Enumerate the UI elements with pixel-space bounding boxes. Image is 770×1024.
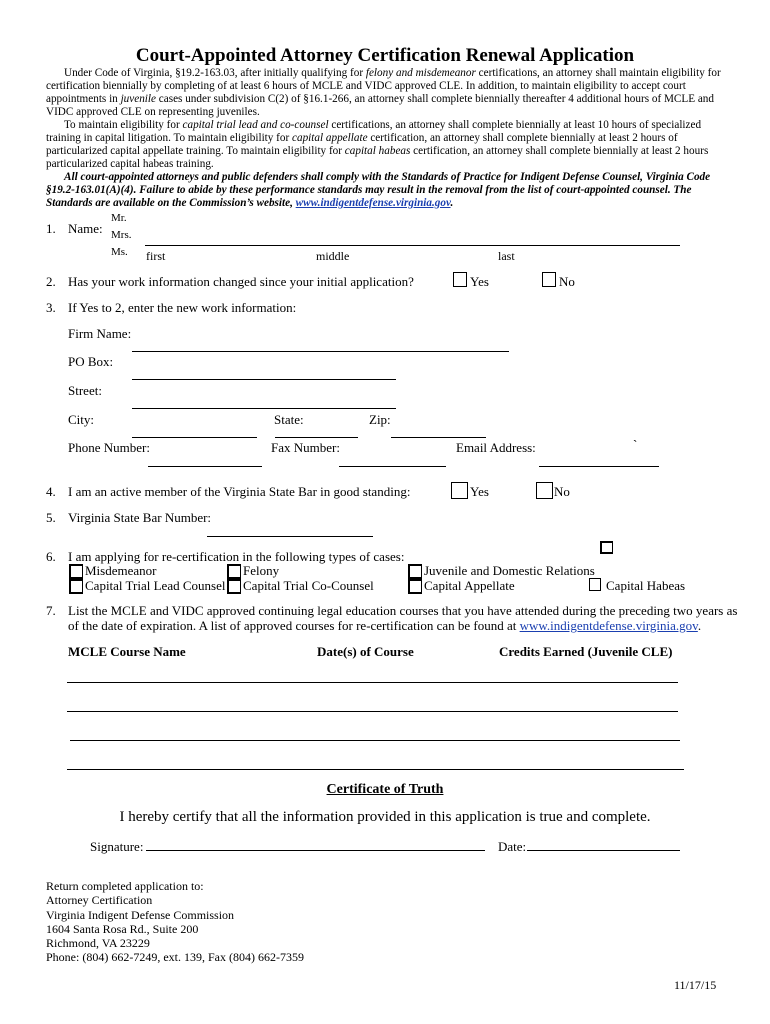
course-entry-line[interactable]: [67, 769, 684, 770]
capital-lead-label: Capital Trial Lead Counsel: [85, 578, 226, 593]
col-course-name: MCLE Course Name: [68, 644, 186, 659]
course-entry-line[interactable]: [67, 711, 678, 712]
q1-label: Name:: [68, 221, 103, 236]
page-title: Court-Appointed Attorney Certification Renewal Application: [135, 45, 635, 66]
po-box-input-line[interactable]: [132, 379, 396, 380]
course-entry-line[interactable]: [67, 682, 678, 683]
intro-paragraph-3: All court-appointed attorneys and public defenders shall comply with the Standards of Practice for Indigent Defense Counsel, Virginia Code §19.2-163.01(A)(4). Failure to abide by these performance standards may result in the removal from the list of court-appointed counsel. The Standards are available on the Commission’s website, www.indigentdefense.virginia.gov.: [46, 171, 711, 209]
signature-label: Signature:: [90, 839, 144, 854]
zip-label: Zip:: [369, 412, 391, 427]
q4-label: I am an active member of the Virginia State Bar in good standing:: [68, 484, 411, 499]
state-label: State:: [274, 412, 304, 427]
street-input-line[interactable]: [132, 408, 396, 409]
capital-co-counsel-label: Capital Trial Co-Counsel: [243, 578, 374, 593]
name-last-caption: last: [498, 249, 515, 263]
state-input-line[interactable]: [275, 437, 358, 438]
q4-yes-checkbox[interactable]: [451, 482, 468, 499]
capital-co-counsel-checkbox[interactable]: [227, 579, 241, 594]
q4-no-checkbox[interactable]: [536, 482, 553, 499]
street-label: Street:: [68, 383, 102, 398]
q2-no-label: No: [559, 274, 575, 289]
name-middle-caption: middle: [316, 249, 350, 263]
q5-label: Virginia State Bar Number:: [68, 510, 212, 525]
firm-name-label: Firm Name:: [68, 326, 132, 341]
phone-label: Phone Number:: [68, 440, 150, 455]
honorific-ms: Ms.: [111, 246, 128, 258]
signature-input-line[interactable]: [146, 850, 485, 851]
q7-line-1: List the MCLE and VIDC approved continuing legal education courses that you have attended during the preceding two years as: [68, 603, 738, 618]
honorific-mrs: Mrs.: [111, 229, 132, 241]
capital-appellate-label: Capital Appellate: [424, 578, 515, 593]
q4-number: 4.: [46, 484, 56, 499]
capital-habeas-label: Capital Habeas: [606, 578, 686, 593]
q4-yes-label: Yes: [470, 484, 489, 499]
intro-text: [46, 67, 722, 210]
q3-number: 3.: [46, 300, 56, 315]
q2-label: Has your work information changed since your initial application?: [68, 274, 414, 289]
phone-input-line[interactable]: [148, 466, 262, 467]
q7-number: 7.: [46, 603, 56, 618]
q2-no-checkbox[interactable]: [542, 272, 556, 287]
q2-yes-label: Yes: [470, 274, 489, 289]
name-first-caption: first: [146, 249, 166, 263]
q5-number: 5.: [46, 510, 56, 525]
honorific-mr: Mr.: [111, 212, 127, 224]
date-input-line[interactable]: [527, 850, 680, 851]
email-input-line[interactable]: [539, 466, 659, 467]
q4-no-label: No: [554, 484, 570, 499]
felony-label: Felony: [243, 563, 280, 578]
q6-label: I am applying for re-certification in the following types of cases:: [68, 549, 405, 564]
fax-input-line[interactable]: [339, 466, 446, 467]
capital-habeas-checkbox[interactable]: [589, 578, 601, 591]
fax-label: Fax Number:: [271, 440, 340, 455]
q2-yes-checkbox[interactable]: [453, 272, 467, 287]
misdemeanor-checkbox[interactable]: [69, 564, 83, 579]
q1-number: 1.: [46, 221, 56, 236]
date-label: Date:: [498, 839, 527, 854]
return-line: Attorney Certification: [46, 893, 153, 908]
col-course-dates: Date(s) of Course: [317, 644, 414, 659]
q2-number: 2.: [46, 274, 56, 289]
certificate-title: Certificate of Truth: [326, 782, 444, 797]
capital-appellate-checkbox[interactable]: [408, 579, 422, 594]
q7-line-2: of the date of expiration. A list of approved courses for re-certification can be found at www.indigentdefense.virginia.gov.: [68, 618, 702, 633]
q6-number: 6.: [46, 549, 56, 564]
zip-input-line[interactable]: [391, 437, 486, 438]
bar-number-input-line[interactable]: [207, 536, 373, 537]
felony-checkbox[interactable]: [227, 564, 241, 579]
certificate-statement: I hereby certify that all the information provided in this application is true and complete.: [119, 809, 651, 825]
standards-link[interactable]: www.indigentdefense.virginia.gov: [295, 197, 451, 209]
intro-paragraph-2: To maintain eligibility for capital trial lead and co-counsel certifications, an attorney shall complete biennially at least 10 hours of specialized training in capital litigation. To maintain eligibility for capital appellate certification, an attorney shall complete biennially at least 2 hours of particularized capital appellate training. To maintain eligibility for capital habeas certification, an attorney shall complete biennially at least 2 hours particularized capital habeas training.: [46, 119, 709, 170]
return-line: Phone: (804) 662-7249, ext. 139, Fax (804) 662-7359: [46, 950, 304, 965]
juvenile-label: Juvenile and Domestic Relations: [424, 563, 595, 578]
select-all-checkbox[interactable]: [600, 541, 613, 554]
city-label: City:: [68, 412, 95, 427]
juvenile-checkbox[interactable]: [408, 564, 422, 579]
form-revision-date: 11/17/15: [674, 978, 717, 992]
course-entry-line[interactable]: [70, 740, 680, 741]
return-address-block: [46, 879, 304, 965]
return-line: 1604 Santa Rosa Rd., Suite 200: [46, 921, 199, 936]
return-line: Return completed application to:: [46, 879, 204, 893]
misdemeanor-label: Misdemeanor: [85, 563, 157, 578]
city-input-line[interactable]: [132, 437, 257, 438]
po-box-label: PO Box:: [68, 354, 114, 369]
col-credits-earned: Credits Earned (Juvenile CLE): [499, 644, 673, 659]
courses-link[interactable]: www.indigentdefense.virginia.gov: [519, 618, 698, 633]
q3-label: If Yes to 2, enter the new work information:: [68, 300, 297, 315]
intro-paragraph-1: Under Code of Virginia, §19.2-163.03, after initially qualifying for felony and misdemeanor certifications, an attorney shall maintain eligibility for certification biennially by completing of at least 6 hours of MCLE and VIDC approved CLE. In addition, to maintain eligibility to accept court appointments in juvenile cases under subdivision C(2) of §16.1-266, an attorney shall complete biennially thereafter 4 additional hours of MCLE and VIDC approved CLE on representing juveniles.: [46, 67, 721, 118]
firm-name-input-line[interactable]: [132, 351, 509, 352]
stray-tick-mark: `: [633, 437, 638, 452]
capital-lead-checkbox[interactable]: [69, 579, 83, 594]
return-line: Virginia Indigent Defense Commission: [46, 907, 235, 922]
name-input-line[interactable]: [145, 245, 680, 246]
return-line: Richmond, VA 23229: [46, 936, 150, 951]
email-label: Email Address:: [456, 440, 536, 455]
